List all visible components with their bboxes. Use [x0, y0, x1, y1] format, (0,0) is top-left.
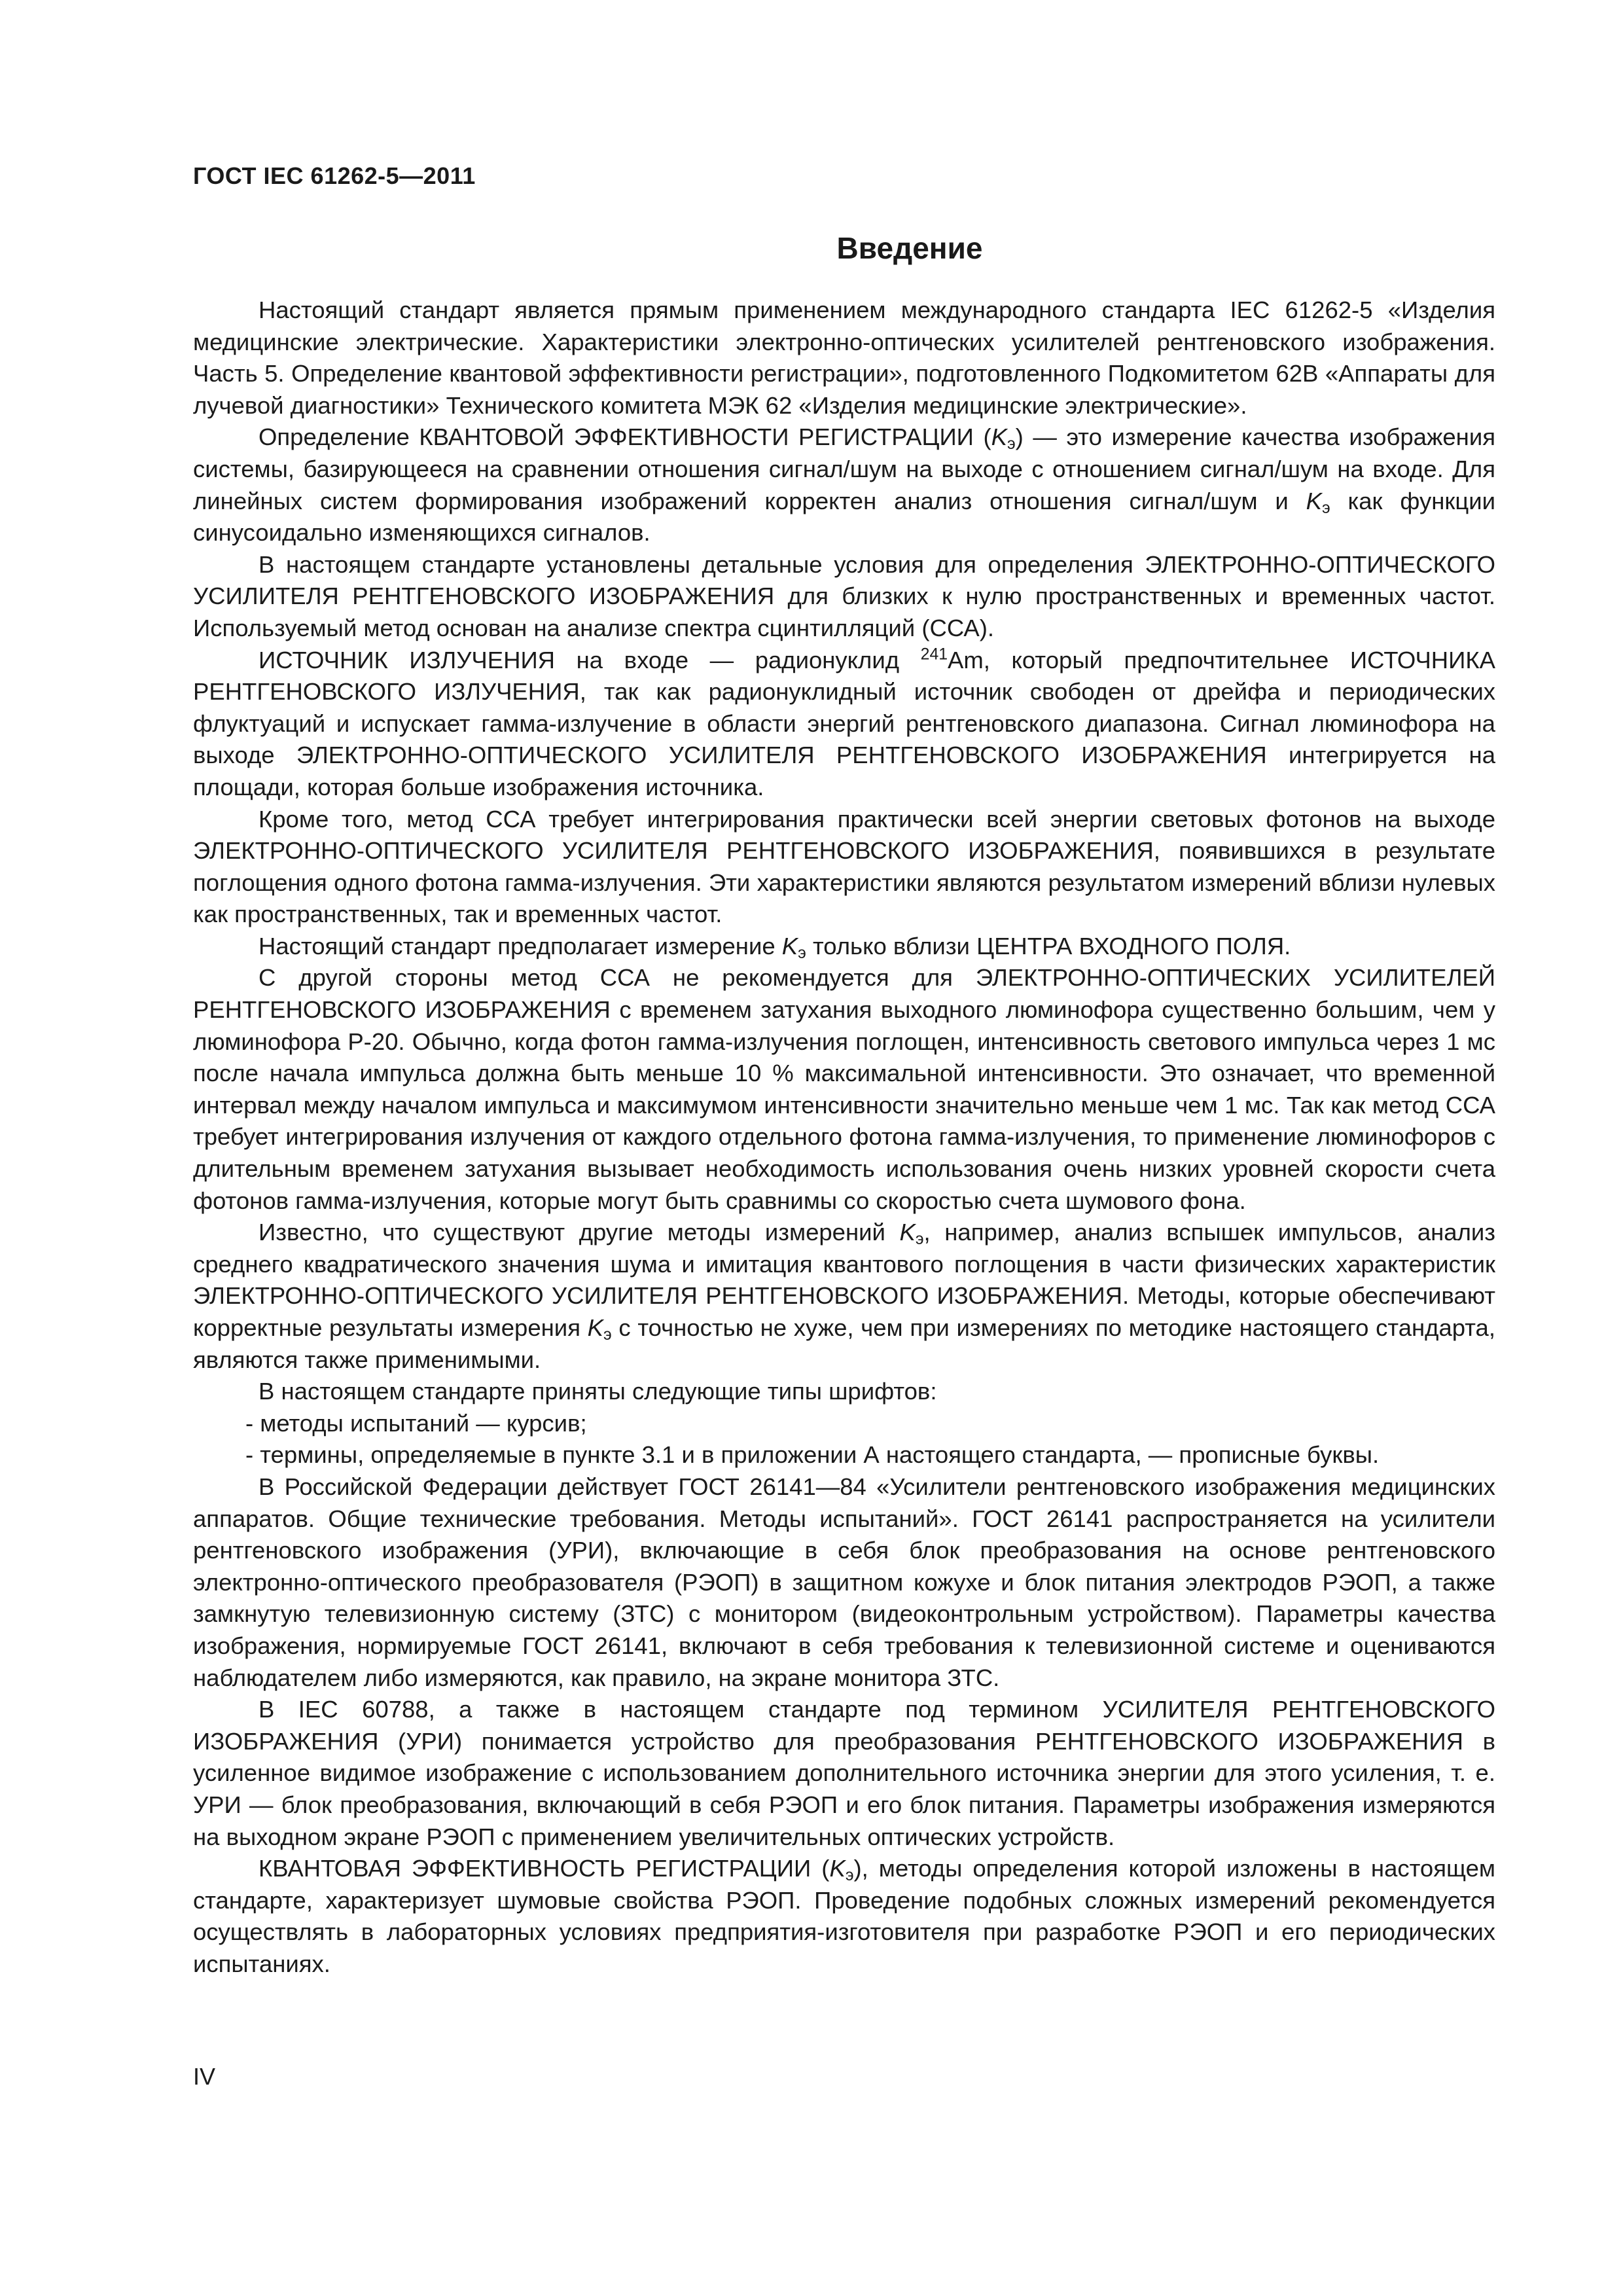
paragraph: В Российской Федерации действует ГОСТ 26141—84 «Усилители рентгеновского изображения медицинских аппаратов. Общие технические требования. Методы испытаний». ГОСТ 26141 распространяется на усилители рентгеновского изображения (УРИ), включающие в себя блок преобразования на основе рентгеновского электронно-оптического преобразователя (РЭОП) в защитном кожухе и блок питания электродов РЭОП, а также замкнутую телевизионную систему (ЗТС) с монитором (видеоконтрольным устройством). Параметры качества изображения, нормируемые ГОСТ 26141, включают в себя требования к телевизионной системе и оцениваются наблюдателем либо измеряются, как правило, на экране монитора ЗТС.: [193, 1473, 1495, 1691]
body-text: [193, 295, 1495, 1980]
standard-header: ГОСТ IEC 61262-5—2011: [193, 162, 476, 189]
paragraph: ИСТОЧНИК ИЗЛУЧЕНИЯ на входе — радионуклид $^{241}$Am, который предпочтительнее ИСТОЧНИКА РЕНТГЕНОВСКОГО ИЗЛУЧЕНИЯ, так как радионуклидный источник свободен от дрейфа и периодических флуктуаций и испускает гамма-излучение в области энергий рентгеновского диапазона. Сигнал люминофора на выходе ЭЛЕКТРОННО-ОПТИЧЕСКОГО УСИЛИТЕЛЯ РЕНТГЕНОВСКОГО ИЗОБРАЖЕНИЯ интегрируется на площади, которая больше изображения источника.: [193, 645, 1495, 800]
paragraph: В настоящем стандарте приняты следующие типы шрифтов:: [259, 1378, 937, 1405]
section-title: Введение: [836, 231, 983, 265]
paragraph: С другой стороны метод ССА не рекомендуется для ЭЛЕКТРОННО-ОПТИЧЕСКИХ УСИЛИТЕЛЕЙ РЕНТГЕНОВСКОГО ИЗОБРАЖЕНИЯ с временем затухания выходного люминофора существенно большим, чем у люминофора Р-20. Обычно, когда фотон гамма-излучения поглощен, интенсивность светового импульса через 1 мс после начала импульса должна быть меньше 10 % максимальной интенсивности. Это означает, что временной интервал между началом импульса и максимумом интенсивности значительно меньше чем 1 мс. Так как метод ССА требует интегрирования излучения от каждого отдельного фотона гамма-излучения, то применение люминофоров с длительным временем затухания вызывает необходимость использования очень низких уровней скорости счета фотонов гамма-излучения, которые могут быть сравнимы со скоростью счета шумового фона.: [193, 964, 1495, 1214]
page-number: IV: [193, 2063, 216, 2090]
list-item: - термины, определяемые в пункте 3.1 и в приложении А настоящего стандарта, — прописные буквы.: [245, 1441, 1380, 1469]
paragraph: Настоящий стандарт предполагает измерение $K_э$ только вблизи ЦЕНТРА ВХОДНОГО ПОЛЯ.: [259, 932, 1291, 963]
paragraph: КВАНТОВАЯ ЭФФЕКТИВНОСТЬ РЕГИСТРАЦИИ $(K_э)$, методы определения которой изложены в настоящем стандарте, характеризует шумовые свойства РЭОП. Проведение подобных сложных измерений рекомендуется осуществлять в лабораторных условиях предприятия-изготовителя при разработке РЭОП и его периодических испытаниях.: [193, 1855, 1496, 1977]
paragraph: Кроме того, метод ССА требует интегрирования практически всей энергии световых фотонов на выходе ЭЛЕКТРОННО-ОПТИЧЕСКОГО УСИЛИТЕЛЯ РЕНТГЕНОВСКОГО ИЗОБРАЖЕНИЯ, появившихся в результате поглощения одного фотона гамма-излучения. Эти характеристики являются результатом измерений вблизи нулевых как пространственных, так и временных частот.: [193, 805, 1495, 928]
list-item: - методы испытаний — курсив;: [245, 1409, 587, 1437]
paragraph: В настоящем стандарте установлены детальные условия для определения ЭЛЕКТРОННО-ОПТИЧЕСКОГО УСИЛИТЕЛЯ РЕНТГЕНОВСКОГО ИЗОБРАЖЕНИЯ для близких к нулю пространственных и временных частот. Используемый метод основан на анализе спектра сцинтилляций (ССА).: [193, 550, 1495, 641]
paragraph: Настоящий стандарт является прямым применением международного стандарта IEC 61262-5 «Изделия медицинские электрические. Характеристики электронно-оптических усилителей рентгеновского изображения. Часть 5. Определение квантовой эффективности регистрации», подготовленного Подкомитетом 62В «Аппараты для лучевой диагностики» Технического комитета МЭК 62 «Изделия медицинские электрические».: [193, 296, 1495, 419]
paragraph: В IEC 60788, а также в настоящем стандарте под термином УСИЛИТЕЛЯ РЕНТГЕНОВСКОГО ИЗОБРАЖЕНИЯ (УРИ) понимается устройство для преобразования РЕНТГЕНОВСКОГО ИЗОБРАЖЕНИЯ в усиленное видимое изображение с использованием дополнительного источника энергии для этого усиления, т. е. УРИ — блок преобразования, включающий в себя РЭОП и его блок питания. Параметры изображения измеряются на выходном экране РЭОП с применением увеличительных оптических устройств.: [193, 1696, 1495, 1850]
paragraph: Определение КВАНТОВОЙ ЭФФЕКТИВНОСТИ РЕГИСТРАЦИИ $(K_э)$ — это измерение качества изображения системы, базирующееся на сравнении отношения сигнал/шум на выходе с отношением сигнал/шум на входе. Для линейных систем формирования изображений корректен анализ отношения сигнал/шум и $K_э$ как функции синусоидально изменяющихся сигналов.: [193, 423, 1495, 547]
paragraph: Известно, что существуют другие методы измерений $K_э$, например, анализ вспышек импульсов, анализ среднего квадратического значения шума и имитация квантового поглощения в части физических характеристик ЭЛЕКТРОННО-ОПТИЧЕСКОГО УСИЛИТЕЛЯ РЕНТГЕНОВСКОГО ИЗОБРАЖЕНИЯ. Методы, которые обеспечивают корректные результаты измерения $K_э$ с точностью не хуже, чем при измерениях по методике настоящего стандарта, являются также применимыми.: [193, 1219, 1495, 1373]
